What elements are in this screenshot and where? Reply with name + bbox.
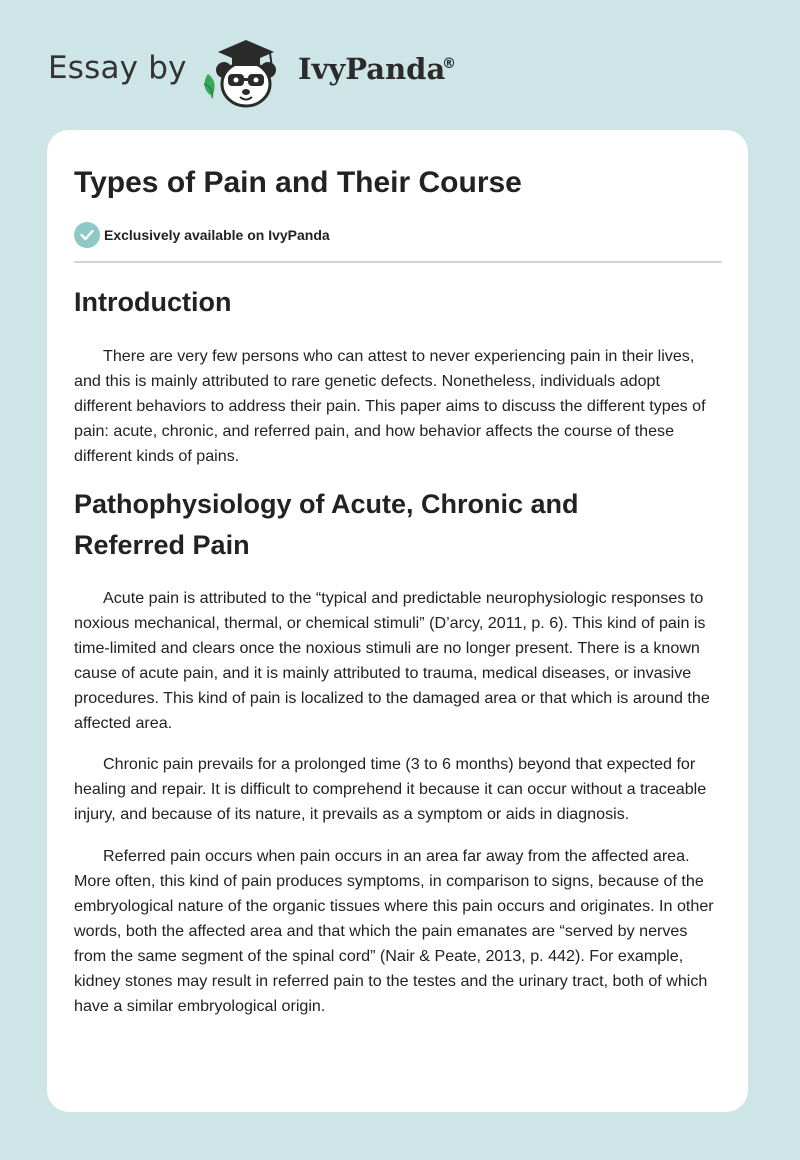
essay-title: Types of Pain and Their Course <box>74 166 522 199</box>
brand-logo[interactable] <box>48 34 488 110</box>
registered-mark: ® <box>442 56 456 72</box>
paragraph: Referred pain occurs when pain occurs in an area far away from the affected area. More often, this kind of pain produces symptoms, in comparison to signs, because of the embryological nature of the organic tissues where this pain occurs and originates. In other words, both the affected area and that which the pain emanates are “served by nerves from the same segment of the spinal cord” (Nair & Peate, 2013, p. 442). For example, kidney stones may result in referred pain to the testes and the urinary tract, both of which have a similar embryological origin. <box>74 847 714 1015</box>
divider <box>74 261 722 263</box>
exclusive-badge <box>74 222 474 248</box>
paragraph: Chronic pain prevails for a prolonged time (3 to 6 months) beyond that expected for healing and repair. It is difficult to comprehend it because it can occur without a traceable injury, and because of its nature, it prevails as a symptom or aids in diagnosis. <box>74 755 707 823</box>
panda-graduation-cap-icon <box>200 34 292 110</box>
check-circle-icon <box>74 222 100 248</box>
badge-label: Exclusively available on IvyPanda <box>104 227 330 243</box>
paragraph: Acute pain is attributed to the “typical and predictable neurophysiologic responses to noxious mechanical, thermal, or chemical stimuli” (D’arcy, 2011, p. 6). This kind of pain is time-limited and clears once the noxious stimuli are no longer present. There is a known cause of acute pain, and it is mainly attributed to trauma, medical diseases, or invasive procedures. This kind of pain is localized to the damaged area or that which is around the affected area. <box>74 589 710 732</box>
brand-prefix: Essay by <box>48 50 187 86</box>
paragraph: There are very few persons who can attest to never experiencing pain in their lives, and this is mainly attributed to rare genetic defects. Nonetheless, individuals adopt different behaviors to address their pain. This paper aims to discuss the different types of pain: acute, chronic, and referred pain, and how behavior affects the course of these different kinds of pains. <box>74 347 706 465</box>
brand-name: IvyPanda <box>298 52 446 86</box>
essay-card <box>47 130 748 1112</box>
section-heading-pathophysiology: Pathophysiology of Acute, Chronic and Referred Pain <box>74 489 579 560</box>
section-heading-introduction: Introduction <box>74 287 232 317</box>
